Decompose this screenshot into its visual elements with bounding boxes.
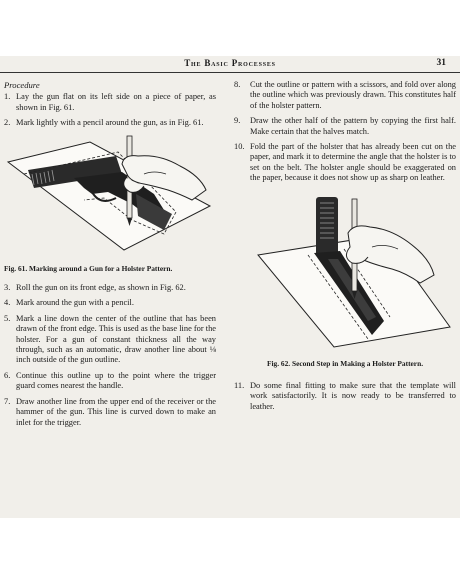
list-item <box>4 283 216 293</box>
step-number: 5. <box>4 313 11 323</box>
step-number: 8. <box>234 80 241 89</box>
step-text: Mark lightly with a pencil around the gun, as in Fig. 61. <box>16 118 204 128</box>
running-title: The Basic Processes <box>184 58 276 68</box>
list-item <box>4 371 216 392</box>
list-item <box>4 118 216 128</box>
step-text: Mark a line down the center of the outline that has been drawn of the front edge. This is used as the base line for the holster. For a gun of constant thickness all the way through, such as an automatic, draw another line about ⅛ inch outside of the gun outline. <box>16 313 216 365</box>
step-number: 6. <box>4 370 11 380</box>
step-number: 11. <box>234 381 245 391</box>
step-text: Continue this outline up to the point where the trigger guard comes nearest the handle. <box>16 370 216 391</box>
procedure-heading: Procedure <box>4 80 40 90</box>
step-text: Mark around the gun with a pencil. <box>16 298 134 308</box>
list-item <box>4 298 216 308</box>
step-number: 4. <box>4 298 11 308</box>
figure-61-caption: Fig. 61. Marking around a Gun for a Holster Pattern. <box>4 263 173 273</box>
step-number: 1. <box>4 92 11 102</box>
list-item <box>234 142 456 184</box>
step-text: Do some final fitting to make sure that the template will work satisfactorily. It is now ready to be transferred to leather. <box>250 381 456 411</box>
step-text: Roll the gun on its front edge, as shown in Fig. 62. <box>16 283 186 293</box>
figure-62-caption: Fig. 62. Second Step in Making a Holster Pattern. <box>266 358 424 368</box>
step-number: 10. <box>234 142 245 152</box>
step-number: 9. <box>234 116 241 126</box>
step-text: Draw another line from the upper end of the receiver or the hammer of the gun. This line is curved down to make an inlet for the trigger. <box>16 396 216 427</box>
step-number: 7. <box>4 396 11 406</box>
right-column <box>234 80 456 417</box>
figure-62-illustration <box>234 189 456 359</box>
list-item <box>234 381 456 412</box>
left-column <box>4 80 216 433</box>
step-number: 2. <box>4 118 11 128</box>
list-item <box>4 314 216 366</box>
list-item <box>234 116 456 137</box>
step-number: 3. <box>4 283 11 293</box>
step-text: Lay the gun flat on its left side on a piece of paper, as shown in Fig. 61. <box>16 92 216 112</box>
page-number: 31 <box>436 58 446 68</box>
page-header <box>0 56 460 73</box>
list-item <box>4 92 216 113</box>
step-text: Cut the outline or pattern with a scissors, and fold over along the outline which was previously drawn. This constitutes half of the holster pattern. <box>250 80 456 110</box>
step-text: Fold the part of the holster that has already been cut on the paper, and mark it to determine the angle that the holster is to set on the belt. The holster angle should be exaggerated on the paper, because it does not show up as sharp on leather. <box>250 142 456 183</box>
book-page <box>0 56 460 518</box>
step-text: Draw the other half of the pattern by copying the first half. Make certain that the halves match. <box>250 116 456 136</box>
figure-61-illustration <box>4 134 216 262</box>
list-item <box>4 397 216 428</box>
list-item <box>234 80 456 111</box>
